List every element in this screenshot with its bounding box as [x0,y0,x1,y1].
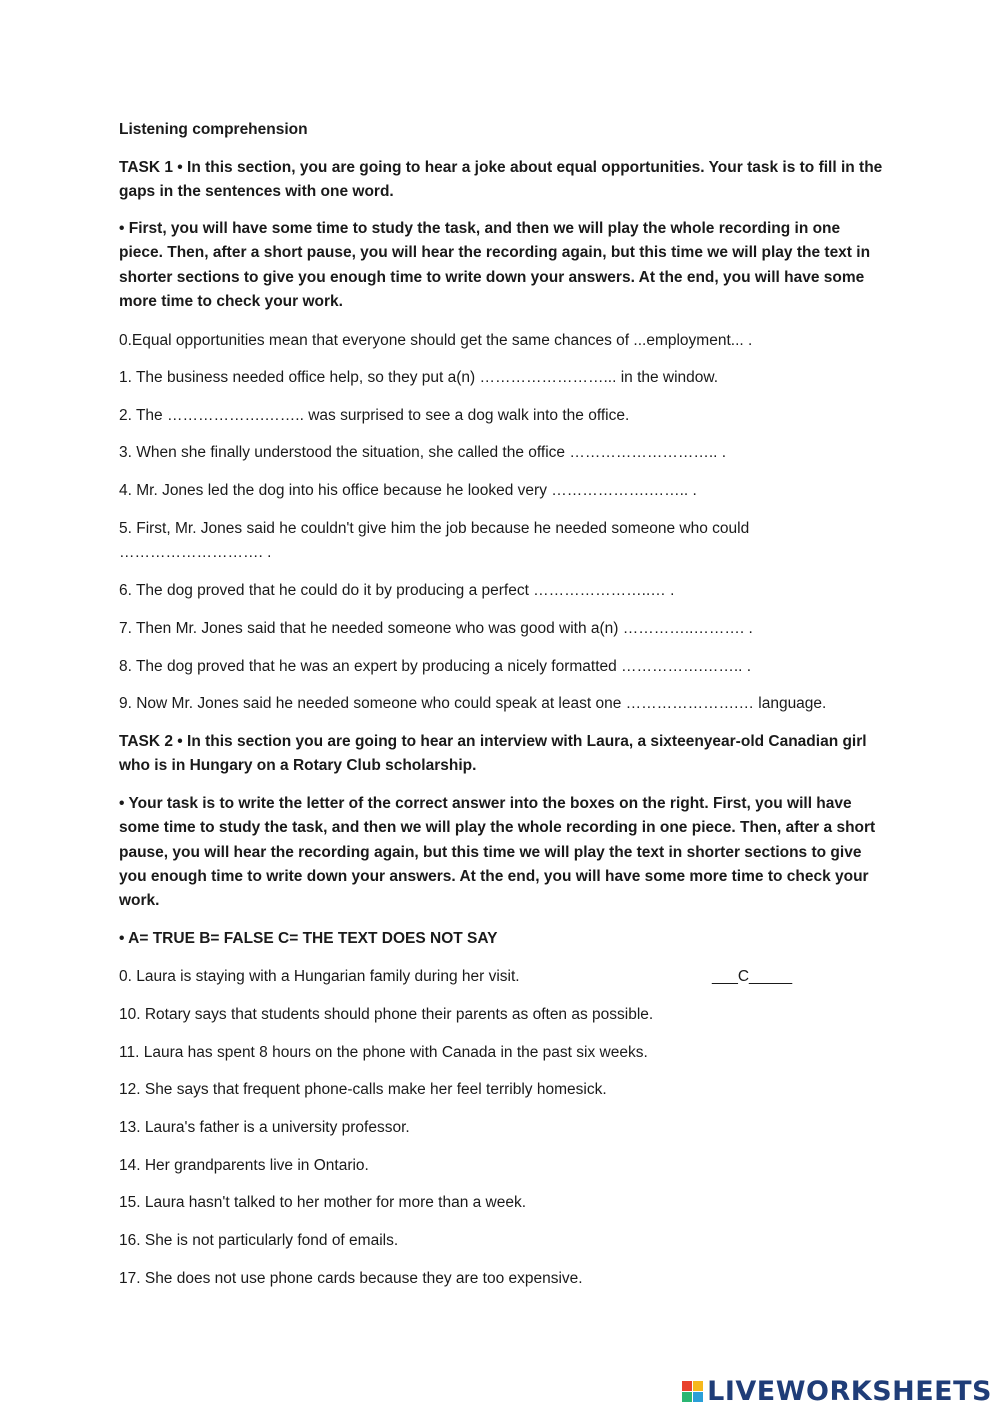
logo-squares-icon [682,1381,703,1402]
logo-square-yellow [693,1381,703,1391]
task1-item-3: 3. When she finally understood the situation, she called the office ……………………….. . [119,444,727,461]
task2-item-15: 15. Laura hasn't talked to her mother for more than a week. [119,1194,527,1211]
task1-item-9: 9. Now Mr. Jones said he needed someone who could speak at least one ………………….… language. [119,695,827,712]
task1-item-8: 8. The dog proved that he was an expert by producing a nicely formatted …………….…….. . [119,658,752,675]
task2-item-11: 11. Laura has spent 8 hours on the phone with Canada in the past six weeks. [119,1044,648,1061]
liveworksheets-logo [682,1376,992,1407]
task1-item-7: 7. Then Mr. Jones said that he needed someone who was good with a(n) …………..………. . [119,620,753,637]
logo-text: LIVEWORKSHEETS [707,1376,992,1407]
task2-item-12: 12. She says that frequent phone-calls make her feel terribly homesick. [119,1081,607,1098]
task2-instructions: • Your task is to write the letter of the correct answer into the boxes on the right. First, you will have some time to study the task, and then we will play the whole recording in one piece. Then, after a short pause, you will hear the recording again, but this time we will play the text in shorter sections to give you enough time to write down your answers. At the end, you will have some more time to check your work. [119,795,876,910]
task1-item-5-gap: ………………………. . [119,544,272,561]
task2-example: 0. Laura is staying with a Hungarian family during her visit. [119,968,520,985]
task1-instructions: • First, you will have some time to study the task, and then we will play the whole recording in one piece. Then, after a short pause, you will hear the recording again, but this time we will play the text in shorter sections to give you enough time to write down your answers. At the end, you will have some more time to check your work. [119,220,871,310]
task1-item-6: 6. The dog proved that he could do it by producing a perfect …………………..… . [119,582,675,599]
logo-square-red [682,1381,692,1391]
task1-intro: TASK 1 • In this section, you are going to hear a joke about equal opportunities. Your task is to fill in the gaps in the sentences with one word. [119,159,883,201]
task1-item-5: 5. First, Mr. Jones said he couldn't give him the job because he needed someone who could [119,520,750,537]
logo-square-blue [693,1392,703,1402]
task1-item-4: 4. Mr. Jones led the dog into his office because he looked very ……………….…….. . [119,482,697,499]
task2-intro: TASK 2 • In this section you are going to hear an interview with Laura, a sixteenyear-old Canadian girl who is in Hungary on a Rotary Club scholarship. [119,733,867,775]
task2-item-13: 13. Laura's father is a university professor. [119,1119,410,1136]
task1-item-1: 1. The business needed office help, so they put a(n) ……………………... in the window. [119,369,719,386]
task1-item-2: 2. The ……………….…….. was surprised to see a dog walk into the office. [119,407,630,424]
task2-item-10: 10. Rotary says that students should phone their parents as often as possible. [119,1006,654,1023]
task2-item-16: 16. She is not particularly fond of emails. [119,1232,399,1249]
logo-square-green [682,1392,692,1402]
example-answer-box: ___C_____ [712,968,793,985]
answer-key: • A= TRUE B= FALSE C= THE TEXT DOES NOT SAY [119,930,498,947]
task2-item-14: 14. Her grandparents live in Ontario. [119,1157,369,1174]
page-heading: Listening comprehension [119,121,308,138]
task1-item-0: 0.Equal opportunities mean that everyone should get the same chances of ...employment... . [119,332,753,349]
task2-item-17: 17. She does not use phone cards because they are too expensive. [119,1270,583,1287]
